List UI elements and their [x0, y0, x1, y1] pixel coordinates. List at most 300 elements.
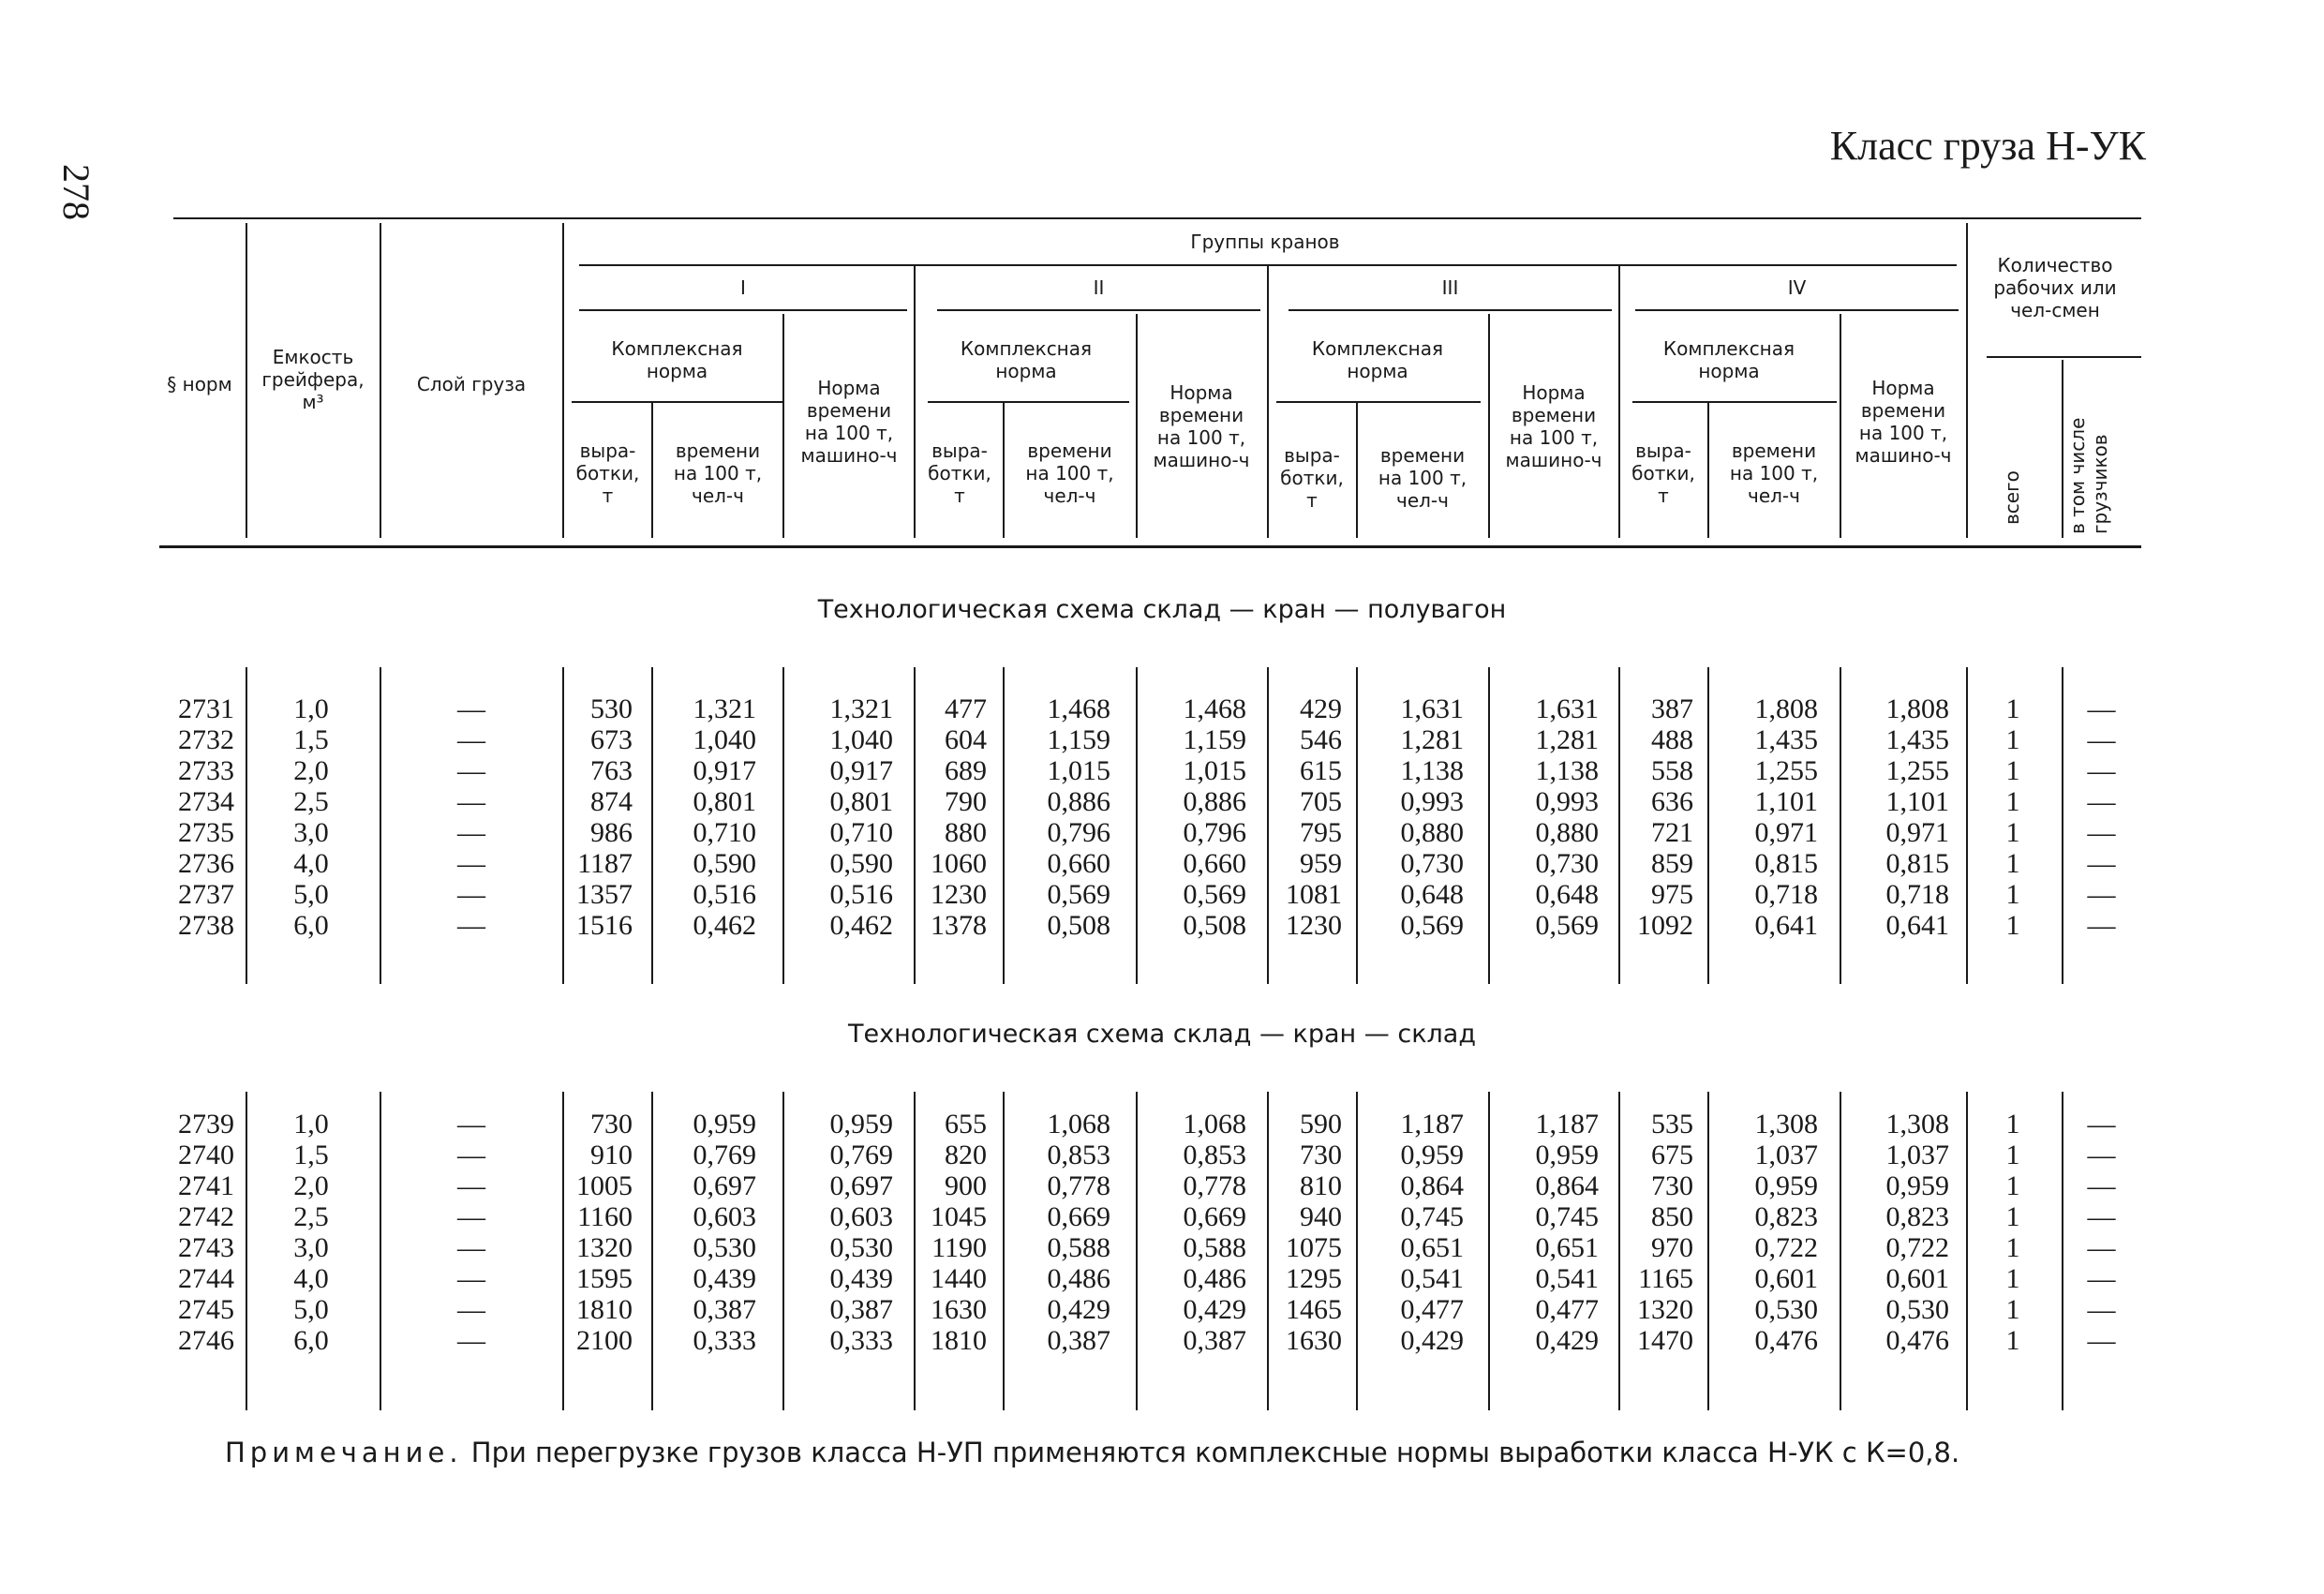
- complex-norm-header: Комплексная норма: [1662, 337, 1795, 382]
- time-header: времени на 100 т, чел-ч: [1025, 439, 1114, 507]
- header-top-rule: [173, 217, 2141, 219]
- grab-capacity: 1,5: [293, 1140, 329, 1170]
- complex-norm-header: Комплексная норма: [960, 337, 1093, 382]
- machine-time-g3: 0,993: [1535, 786, 1599, 817]
- column-divider: [1707, 667, 1709, 984]
- workers-rule: [1987, 356, 2141, 358]
- output-g4: 730: [1651, 1170, 1693, 1201]
- machine-time-g4: 0,823: [1885, 1201, 1949, 1232]
- table-row: [0, 1263, 2324, 1294]
- cargo-layer: —: [457, 817, 485, 848]
- output-g3: 546: [1300, 724, 1342, 755]
- grab-capacity: 2,0: [293, 755, 329, 786]
- group-label: IV: [1787, 276, 1807, 299]
- column-divider: [246, 667, 247, 984]
- column-divider: [1618, 1092, 1620, 1410]
- output-g2: 880: [945, 817, 987, 848]
- machine-time-g4: 0,530: [1885, 1294, 1949, 1325]
- table-row: [0, 1294, 2324, 1325]
- machine-time-g4: 0,971: [1885, 817, 1949, 848]
- output-g3: 1081: [1286, 879, 1342, 910]
- column-divider: [1003, 1092, 1005, 1410]
- time-g1: 1,321: [693, 693, 756, 724]
- machine-time-g3: 0,651: [1535, 1232, 1599, 1263]
- output-g2: 1810: [931, 1325, 987, 1356]
- time-g2: 0,778: [1047, 1170, 1110, 1201]
- workers-loaders: —: [2087, 1263, 2116, 1294]
- cargo-layer: —: [457, 693, 485, 724]
- table-row: [0, 910, 2324, 941]
- time-g4: 0,971: [1754, 817, 1818, 848]
- norm-col-header: § норм: [167, 373, 232, 395]
- output-g4: 1092: [1637, 910, 1693, 941]
- column-divider: [1136, 1092, 1138, 1410]
- time-g4: 0,959: [1754, 1170, 1818, 1201]
- workers-total: 1: [2005, 1201, 2020, 1232]
- output-g4: 488: [1651, 724, 1693, 755]
- complex-norm-header: Комплексная норма: [1311, 337, 1444, 382]
- workers-total: 1: [2005, 786, 2020, 817]
- complex-rule: [928, 401, 1129, 403]
- machine-time-g1: 0,439: [829, 1263, 893, 1294]
- crane-groups-header: Группы кранов: [1190, 231, 1340, 253]
- output-g3: 1075: [1286, 1232, 1342, 1263]
- norm-number: 2744: [178, 1263, 234, 1294]
- time-g3: 0,541: [1400, 1263, 1464, 1294]
- output-g2: 1630: [931, 1294, 987, 1325]
- footnote-text: При перегрузке грузов класса Н-УП применяются комплексные нормы выработки класса Н-УК с К=0,8.: [462, 1437, 1960, 1468]
- machine-time-g1: 0,801: [829, 786, 893, 817]
- workers-total: 1: [2005, 848, 2020, 879]
- column-divider: [914, 667, 916, 984]
- workers-total: 1: [2005, 910, 2020, 941]
- norm-number: 2733: [178, 755, 234, 786]
- machine-time-g2: 0,660: [1183, 848, 1246, 879]
- time-g2: 1,468: [1047, 693, 1110, 724]
- output-g2: 820: [945, 1140, 987, 1170]
- header-divider: [380, 223, 381, 538]
- complex-norm-header: Комплексная норма: [611, 337, 743, 382]
- output-g2: 1190: [931, 1232, 987, 1263]
- section-rows: [0, 693, 2324, 941]
- time-g4: 0,601: [1754, 1263, 1818, 1294]
- time-g4: 0,823: [1754, 1201, 1818, 1232]
- machine-time-g2: 0,853: [1183, 1140, 1246, 1170]
- machine-time-g4: 0,815: [1885, 848, 1949, 879]
- complex-rule: [572, 401, 782, 403]
- time-g2: 0,669: [1047, 1201, 1110, 1232]
- table-row: [0, 817, 2324, 848]
- machine-time-g2: 0,778: [1183, 1170, 1246, 1201]
- output-g4: 1470: [1637, 1325, 1693, 1356]
- time-g3: 0,864: [1400, 1170, 1464, 1201]
- table-row: [0, 755, 2324, 786]
- output-g4: 850: [1651, 1201, 1693, 1232]
- output-g3: 940: [1300, 1201, 1342, 1232]
- machine-time-g2: 0,569: [1183, 879, 1246, 910]
- grab-capacity: 5,0: [293, 879, 329, 910]
- header-bottom-rule: [159, 545, 2141, 548]
- time-g1: 0,530: [693, 1232, 756, 1263]
- table-row: [0, 1170, 2324, 1201]
- grab-capacity: 3,0: [293, 817, 329, 848]
- cargo-layer: —: [457, 848, 485, 879]
- time-g3: 0,959: [1400, 1140, 1464, 1170]
- time-g1: 0,959: [693, 1109, 756, 1140]
- time-g1: 0,769: [693, 1140, 756, 1170]
- section-rows: [0, 1109, 2324, 1356]
- output-g2: 1045: [931, 1201, 987, 1232]
- column-divider: [1488, 1092, 1490, 1410]
- time-g4: 1,308: [1754, 1109, 1818, 1140]
- table-row: [0, 1140, 2324, 1170]
- output-g3: 429: [1300, 693, 1342, 724]
- output-g2: 1060: [931, 848, 987, 879]
- time-g4: 0,815: [1754, 848, 1818, 879]
- column-divider: [1707, 1092, 1709, 1410]
- workers-loaders: —: [2087, 1232, 2116, 1263]
- output-g3: 1630: [1286, 1325, 1342, 1356]
- output-g4: 558: [1651, 755, 1693, 786]
- output-g1: 1160: [577, 1201, 633, 1232]
- column-divider: [2062, 1092, 2063, 1410]
- machine-time-g2: 0,669: [1183, 1201, 1246, 1232]
- time-g2: 0,387: [1047, 1325, 1110, 1356]
- machine-time-g2: 0,508: [1183, 910, 1246, 941]
- machine-norm-header: Норма времени на 100 т, машино-ч: [800, 377, 898, 467]
- output-g3: 1295: [1286, 1263, 1342, 1294]
- grab-capacity: 2,5: [293, 786, 329, 817]
- machine-norm-header: Норма времени на 100 т, машино-ч: [1153, 381, 1250, 471]
- workers-loaders: —: [2087, 786, 2116, 817]
- grab-capacity: 5,0: [293, 1294, 329, 1325]
- norm-number: 2731: [178, 693, 234, 724]
- time-g4: 0,476: [1754, 1325, 1818, 1356]
- output-g1: 1357: [576, 879, 633, 910]
- norm-number: 2741: [178, 1170, 234, 1201]
- table-row: [0, 693, 2324, 724]
- machine-time-g1: 0,516: [829, 879, 893, 910]
- time-g3: 0,745: [1400, 1201, 1464, 1232]
- output-g3: 730: [1300, 1140, 1342, 1170]
- machine-time-g2: 0,588: [1183, 1232, 1246, 1263]
- norm-number: 2736: [178, 848, 234, 879]
- time-g3: 0,993: [1400, 786, 1464, 817]
- cargo-layer: —: [457, 1294, 485, 1325]
- column-divider: [1966, 667, 1968, 984]
- time-g4: 0,530: [1754, 1294, 1818, 1325]
- output-g3: 1465: [1286, 1294, 1342, 1325]
- output-g3: 1230: [1286, 910, 1342, 941]
- time-g4: 0,722: [1754, 1232, 1818, 1263]
- workers-loaders: —: [2087, 755, 2116, 786]
- machine-time-g1: 1,040: [829, 724, 893, 755]
- output-g2: 604: [945, 724, 987, 755]
- time-g3: 0,477: [1400, 1294, 1464, 1325]
- complex-rule: [1632, 401, 1837, 403]
- machine-time-g2: 1,468: [1183, 693, 1246, 724]
- machine-time-g1: 1,321: [829, 693, 893, 724]
- workers-total: 1: [2005, 1263, 2020, 1294]
- output-g3: 615: [1300, 755, 1342, 786]
- time-g2: 0,660: [1047, 848, 1110, 879]
- machine-time-g3: 0,745: [1535, 1201, 1599, 1232]
- machine-time-g3: 1,138: [1535, 755, 1599, 786]
- output-g4: 721: [1651, 817, 1693, 848]
- time-g2: 0,486: [1047, 1263, 1110, 1294]
- workers-total: 1: [2005, 1140, 2020, 1170]
- output-g3: 959: [1300, 848, 1342, 879]
- machine-time-g3: 0,541: [1535, 1263, 1599, 1294]
- norm-number: 2743: [178, 1232, 234, 1263]
- machine-norm-header: Норма времени на 100 т, машино-ч: [1505, 381, 1602, 471]
- norm-number: 2739: [178, 1109, 234, 1140]
- workers-loaders: —: [2087, 693, 2116, 724]
- cargo-layer: —: [457, 1140, 485, 1170]
- output-g4: 636: [1651, 786, 1693, 817]
- cargo-layer: —: [457, 910, 485, 941]
- cargo-layer: —: [457, 786, 485, 817]
- table-row: [0, 1109, 2324, 1140]
- column-divider: [1966, 1092, 1968, 1410]
- workers-total: 1: [2005, 1170, 2020, 1201]
- output-g1: 1516: [576, 910, 633, 941]
- output-g2: 655: [945, 1109, 987, 1140]
- time-g1: 0,387: [693, 1294, 756, 1325]
- column-divider: [1267, 667, 1269, 984]
- workers-loaders-header: в том числе грузчиков: [2066, 417, 2111, 534]
- norm-number: 2737: [178, 879, 234, 910]
- norm-number: 2732: [178, 724, 234, 755]
- time-g3: 0,880: [1400, 817, 1464, 848]
- output-g1: 1595: [576, 1263, 633, 1294]
- column-divider: [1356, 667, 1358, 984]
- time-g3: 1,187: [1400, 1109, 1464, 1140]
- output-g4: 970: [1651, 1232, 1693, 1263]
- cargo-layer: —: [457, 1232, 485, 1263]
- time-g1: 0,462: [693, 910, 756, 941]
- table-row: [0, 1325, 2324, 1356]
- workers-loaders: —: [2087, 848, 2116, 879]
- group-label: II: [1093, 276, 1105, 299]
- machine-time-g4: 0,476: [1885, 1325, 1949, 1356]
- output-g2: 1440: [931, 1263, 987, 1294]
- page-title: Класс груза Н-УК: [1829, 123, 2146, 169]
- workers-loaders: —: [2087, 1294, 2116, 1325]
- output-g3: 795: [1300, 817, 1342, 848]
- output-g1: 763: [590, 755, 633, 786]
- cargo-layer: —: [457, 1325, 485, 1356]
- output-g3: 590: [1300, 1109, 1342, 1140]
- output-g4: 975: [1651, 879, 1693, 910]
- footnote: [225, 1437, 1959, 1468]
- time-g3: 1,281: [1400, 724, 1464, 755]
- output-g1: 673: [590, 724, 633, 755]
- time-g1: 1,040: [693, 724, 756, 755]
- time-header: времени на 100 т, чел-ч: [1378, 444, 1467, 512]
- workers-total-header: всего: [2001, 470, 2023, 525]
- time-g4: 1,255: [1754, 755, 1818, 786]
- time-g1: 0,917: [693, 755, 756, 786]
- machine-time-g4: 1,037: [1885, 1140, 1949, 1170]
- output-g1: 1320: [576, 1232, 633, 1263]
- machine-time-g3: 0,880: [1535, 817, 1599, 848]
- machine-time-g3: 1,631: [1535, 693, 1599, 724]
- norm-number: 2742: [178, 1201, 234, 1232]
- column-divider: [1618, 667, 1620, 984]
- machine-time-g3: 0,730: [1535, 848, 1599, 879]
- workers-header: Количество рабочих или чел-смен: [1993, 254, 2117, 321]
- machine-time-g4: 1,808: [1885, 693, 1949, 724]
- time-g1: 0,697: [693, 1170, 756, 1201]
- workers-total: 1: [2005, 1325, 2020, 1356]
- machine-time-g1: 0,917: [829, 755, 893, 786]
- output-g4: 1165: [1638, 1263, 1693, 1294]
- machine-norm-header: Норма времени на 100 т, машино-ч: [1855, 377, 1952, 467]
- time-g1: 0,801: [693, 786, 756, 817]
- page-number: 278: [55, 164, 97, 220]
- time-g2: 0,508: [1047, 910, 1110, 941]
- time-g1: 0,590: [693, 848, 756, 879]
- grab-capacity: 6,0: [293, 910, 329, 941]
- output-g1: 910: [590, 1140, 633, 1170]
- output-g4: 675: [1651, 1140, 1693, 1170]
- machine-time-g1: 0,769: [829, 1140, 893, 1170]
- machine-time-g4: 0,601: [1885, 1263, 1949, 1294]
- workers-total: 1: [2005, 1109, 2020, 1140]
- output-header: выра- ботки, т: [575, 439, 640, 507]
- grab-capacity: 4,0: [293, 1263, 329, 1294]
- machine-time-g1: 0,603: [829, 1201, 893, 1232]
- footnote-lead: Примечание.: [225, 1437, 463, 1468]
- group-rule: [579, 309, 907, 311]
- grab-capacity: 1,5: [293, 724, 329, 755]
- header-divider: [651, 403, 653, 538]
- column-divider: [1267, 1092, 1269, 1410]
- machine-time-g2: 0,429: [1183, 1294, 1246, 1325]
- norm-number: 2738: [178, 910, 234, 941]
- time-g4: 1,037: [1754, 1140, 1818, 1170]
- time-g4: 1,101: [1754, 786, 1818, 817]
- column-divider: [651, 667, 653, 984]
- norm-number: 2745: [178, 1294, 234, 1325]
- output-header: выра- ботки, т: [1631, 439, 1695, 507]
- workers-total: 1: [2005, 755, 2020, 786]
- workers-loaders: —: [2087, 1140, 2116, 1170]
- norm-number: 2734: [178, 786, 234, 817]
- output-g2: 689: [945, 755, 987, 786]
- workers-total: 1: [2005, 693, 2020, 724]
- table-row: [0, 879, 2324, 910]
- table-row: [0, 724, 2324, 755]
- machine-time-g3: 1,281: [1535, 724, 1599, 755]
- machine-time-g2: 0,886: [1183, 786, 1246, 817]
- workers-loaders: —: [2087, 1170, 2116, 1201]
- time-g3: 0,569: [1400, 910, 1464, 941]
- machine-time-g3: 0,429: [1535, 1325, 1599, 1356]
- workers-loaders: —: [2087, 817, 2116, 848]
- output-g1: 1810: [576, 1294, 633, 1325]
- output-g2: 477: [945, 693, 987, 724]
- machine-time-g3: 0,864: [1535, 1170, 1599, 1201]
- machine-time-g1: 0,530: [829, 1232, 893, 1263]
- output-g4: 387: [1651, 693, 1693, 724]
- machine-time-g1: 0,462: [829, 910, 893, 941]
- capacity-col-header: Емкость грейфера, м³: [261, 346, 365, 413]
- column-divider: [782, 667, 784, 984]
- column-divider: [246, 1092, 247, 1410]
- column-divider: [1840, 667, 1841, 984]
- column-divider: [914, 1092, 916, 1410]
- output-g2: 900: [945, 1170, 987, 1201]
- output-g1: 1005: [576, 1170, 633, 1201]
- output-g3: 810: [1300, 1170, 1342, 1201]
- machine-time-g1: 0,387: [829, 1294, 893, 1325]
- time-header: времени на 100 т, чел-ч: [673, 439, 763, 507]
- cargo-layer: —: [457, 755, 485, 786]
- machine-time-g4: 1,308: [1885, 1109, 1949, 1140]
- workers-total: 1: [2005, 817, 2020, 848]
- workers-total: 1: [2005, 1294, 2020, 1325]
- time-g2: 0,853: [1047, 1140, 1110, 1170]
- table-row: [0, 848, 2324, 879]
- machine-time-g3: 0,648: [1535, 879, 1599, 910]
- time-g1: 0,333: [693, 1325, 756, 1356]
- group-label: I: [740, 276, 746, 299]
- time-g2: 1,015: [1047, 755, 1110, 786]
- machine-time-g4: 1,435: [1885, 724, 1949, 755]
- grab-capacity: 2,5: [293, 1201, 329, 1232]
- section-title: Технологическая схема склад — кран — полувагон: [817, 595, 1507, 624]
- norm-number: 2746: [178, 1325, 234, 1356]
- workers-loaders: —: [2087, 879, 2116, 910]
- time-g3: 1,138: [1400, 755, 1464, 786]
- output-g2: 790: [945, 786, 987, 817]
- header-divider: [914, 264, 916, 538]
- norm-number: 2740: [178, 1140, 234, 1170]
- machine-time-g2: 1,015: [1183, 755, 1246, 786]
- time-g3: 0,730: [1400, 848, 1464, 879]
- section-title: Технологическая схема склад — кран — склад: [847, 1020, 1476, 1049]
- machine-time-g2: 1,068: [1183, 1109, 1246, 1140]
- layer-col-header: Слой груза: [416, 373, 527, 395]
- time-g4: 0,718: [1754, 879, 1818, 910]
- output-header: выра- ботки, т: [1280, 444, 1344, 512]
- output-g1: 1187: [577, 848, 633, 879]
- cargo-layer: —: [457, 1201, 485, 1232]
- column-divider: [782, 1092, 784, 1410]
- column-divider: [1840, 1092, 1841, 1410]
- workers-total: 1: [2005, 879, 2020, 910]
- time-header: времени на 100 т, чел-ч: [1729, 439, 1819, 507]
- output-g3: 705: [1300, 786, 1342, 817]
- column-divider: [1356, 1092, 1358, 1410]
- time-g1: 0,603: [693, 1201, 756, 1232]
- machine-time-g2: 0,387: [1183, 1325, 1246, 1356]
- group-rule: [1289, 309, 1612, 311]
- column-divider: [651, 1092, 653, 1410]
- time-g3: 0,648: [1400, 879, 1464, 910]
- machine-time-g3: 0,959: [1535, 1140, 1599, 1170]
- output-g1: 874: [590, 786, 633, 817]
- time-g1: 0,439: [693, 1263, 756, 1294]
- time-g3: 0,651: [1400, 1232, 1464, 1263]
- grab-capacity: 1,0: [293, 1109, 329, 1140]
- machine-time-g4: 1,255: [1885, 755, 1949, 786]
- group-rule: [1635, 309, 1959, 311]
- column-divider: [380, 1092, 381, 1410]
- time-g2: 0,429: [1047, 1294, 1110, 1325]
